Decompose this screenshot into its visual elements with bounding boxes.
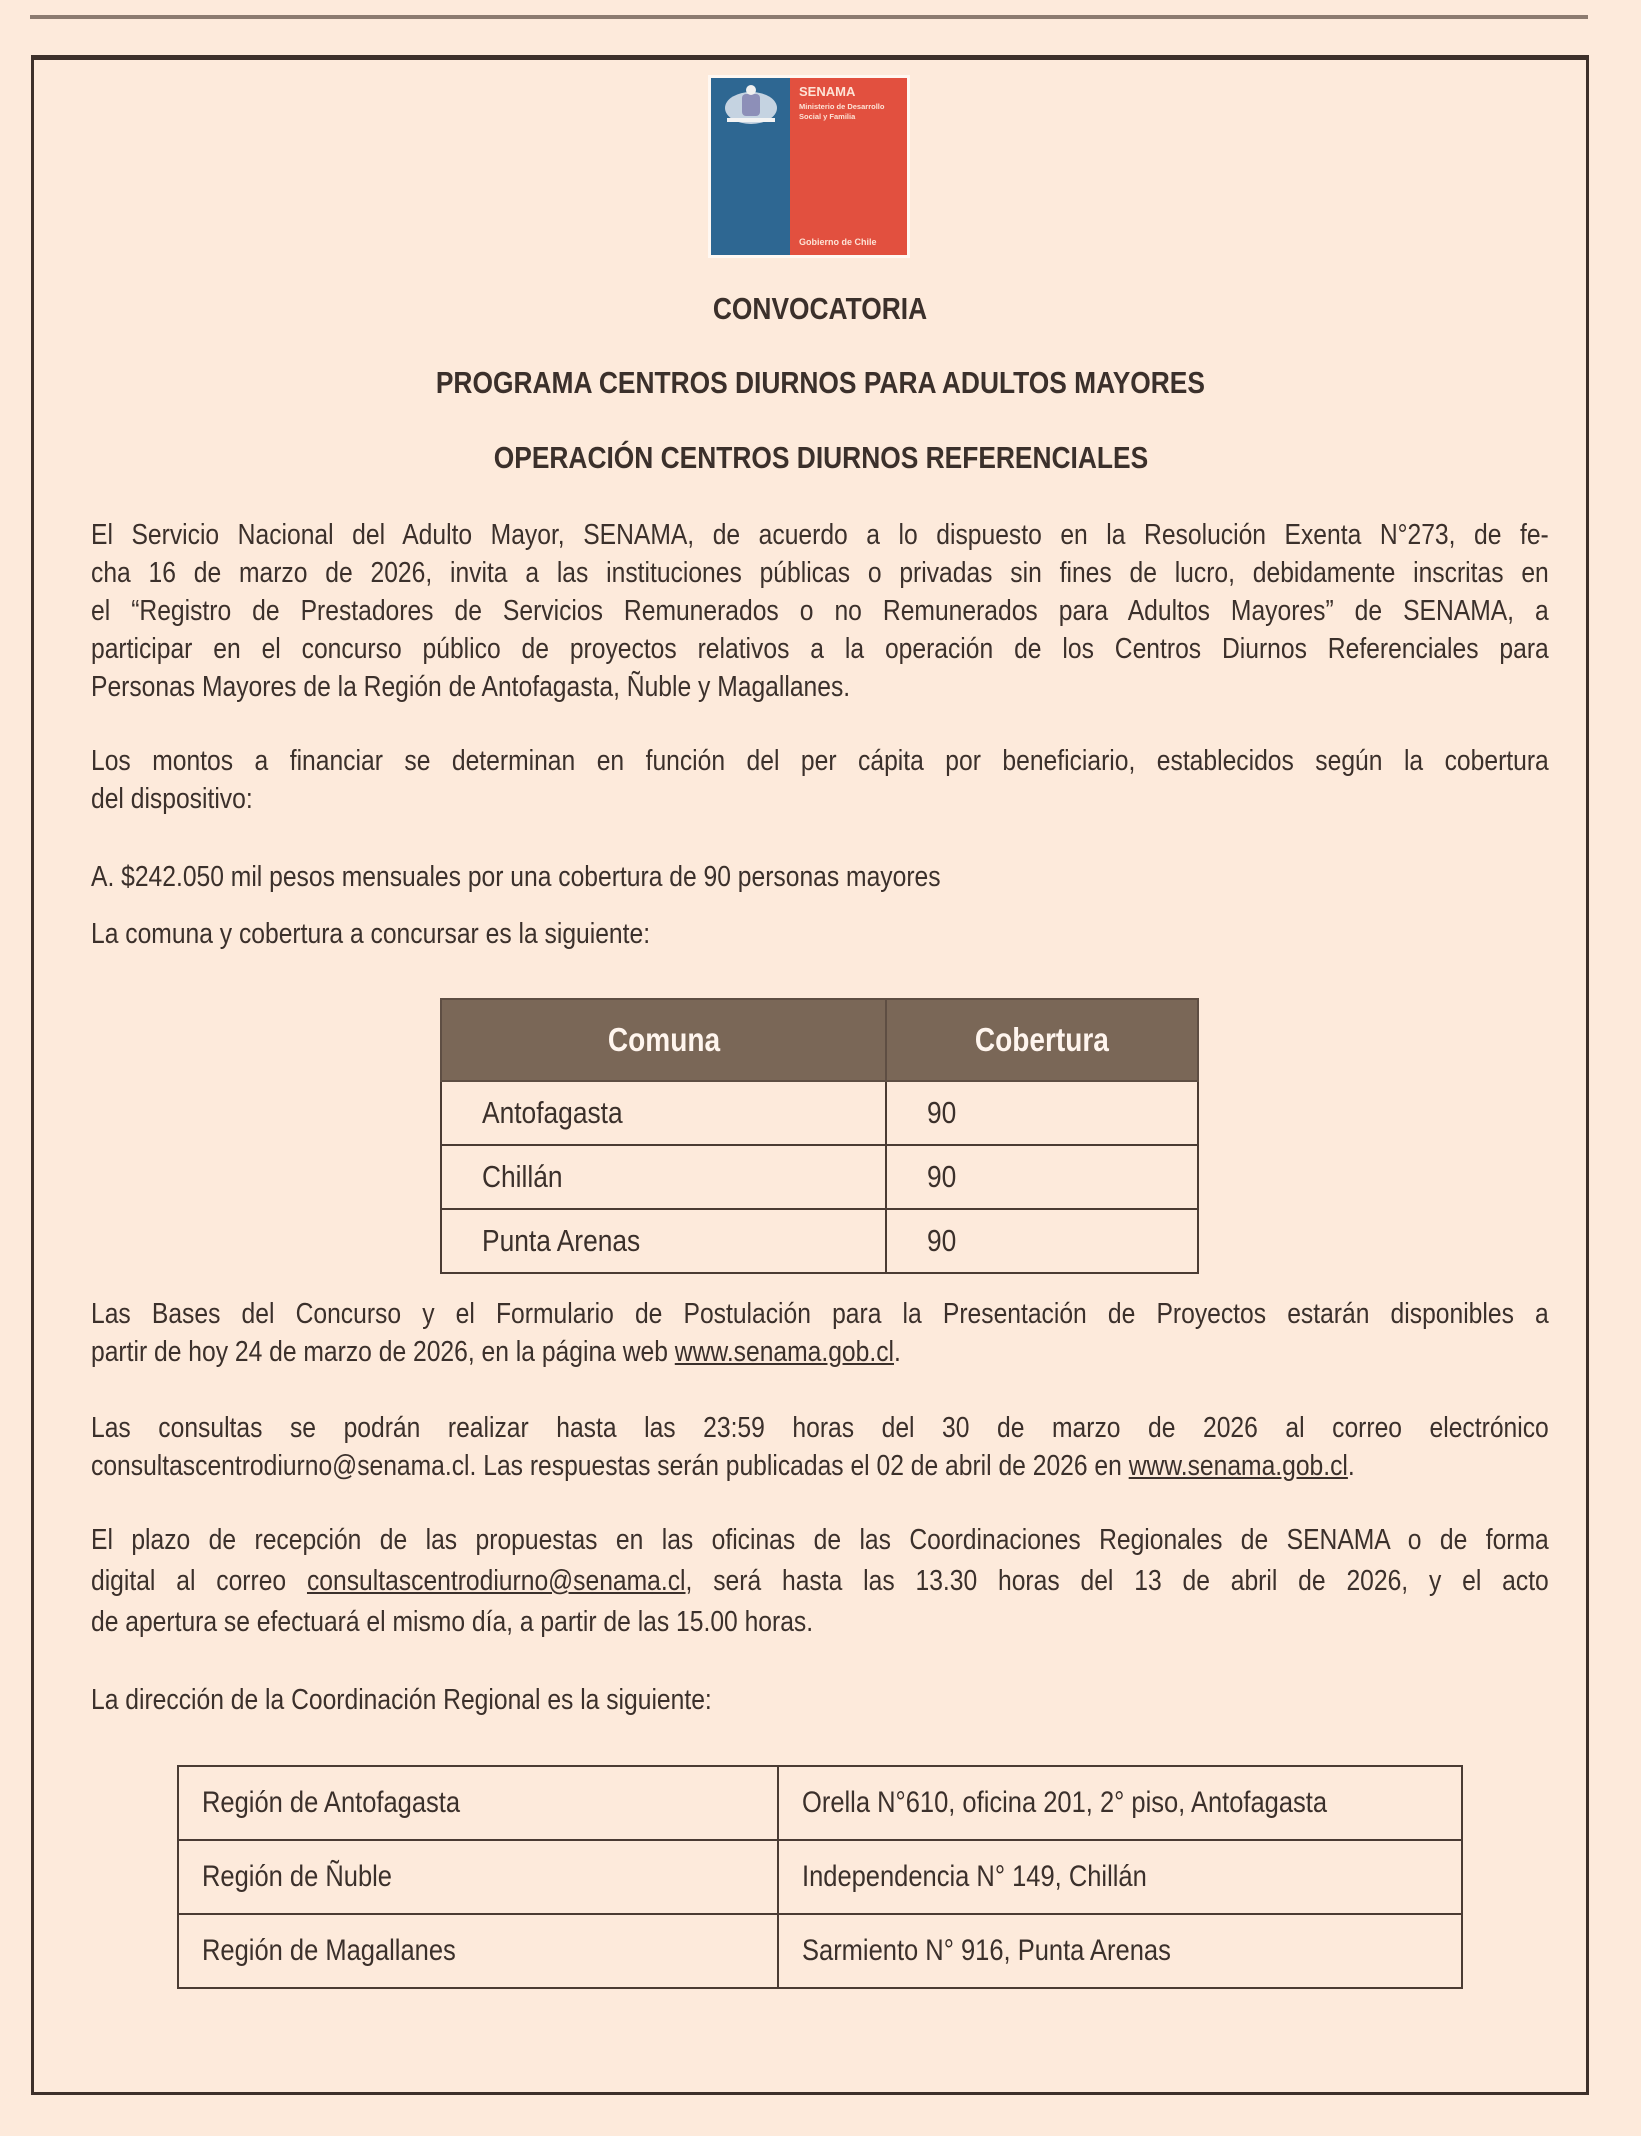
header-comuna: Comuna: [441, 999, 886, 1081]
table-row: [178, 1914, 1462, 1988]
text: Personas Mayores de la Región de Antofagasta, Ñuble y Magallanes.: [91, 671, 851, 703]
address-cell: Orella N°610, oficina 201, 2° piso, Antofagasta: [778, 1766, 1462, 1840]
table-row: [441, 1145, 1198, 1209]
top-divider: [30, 15, 1588, 19]
text-line: [91, 516, 1549, 554]
text: partir de hoy 24 de marzo de 2026, en la página web: [91, 1336, 675, 1368]
text-line: [91, 630, 1549, 668]
text-line: [91, 915, 1549, 953]
table-row: [441, 1081, 1198, 1145]
text: , será hasta las 13.30 horas del 13 de abril de 2026, y el acto: [685, 1565, 1549, 1597]
table-row: [441, 1209, 1198, 1273]
item-a: [91, 858, 1549, 896]
paragraph-plazo: [91, 1520, 1549, 1643]
text: consultascentrodiurno@senama.cl. Las respuestas serán publicadas el 02 de abril de 2026 en: [91, 1450, 1129, 1482]
comuna-cell: Chillán: [441, 1145, 886, 1209]
logo-brand: SENAMA: [799, 84, 856, 99]
header-cobertura: Cobertura: [886, 999, 1198, 1081]
address-cell: Sarmiento N° 916, Punta Arenas: [778, 1914, 1462, 1988]
coat-of-arms-icon: [711, 78, 790, 138]
text: del dispositivo:: [91, 783, 253, 815]
cobertura-cell: 90: [886, 1145, 1198, 1209]
text-line: [91, 1520, 1549, 1561]
link[interactable]: www.senama.gob.cl: [1128, 1450, 1348, 1482]
paragraph-montos: [91, 742, 1549, 818]
table-row: [178, 1840, 1462, 1914]
address-table: [177, 1765, 1463, 1989]
comuna-cell: Antofagasta: [441, 1081, 886, 1145]
heading-programa: PROGRAMA CENTROS DIURNOS PARA ADULTOS MAYORES: [435, 365, 1206, 400]
text: .: [893, 1336, 901, 1368]
logo-blue-panel: [711, 78, 790, 255]
table-header-row: [441, 999, 1198, 1081]
link[interactable]: www.senama.gob.cl: [674, 1336, 894, 1368]
text-line: [91, 1602, 1549, 1643]
paragraph-comuna: [91, 915, 1549, 953]
text-line: [91, 592, 1549, 630]
text-line: [91, 1409, 1549, 1447]
address-cell: Independencia N° 149, Chillán: [778, 1840, 1462, 1914]
text-line: [91, 858, 1549, 896]
text: El plazo de recepción de las propuestas en las oficinas de las Coordinaciones Regionales de SENAMA o de forma: [91, 1524, 1549, 1556]
text-line: [91, 668, 1549, 706]
senama-logo: [711, 78, 907, 255]
region-cell: Región de Ñuble: [178, 1840, 778, 1914]
cobertura-cell: 90: [886, 1209, 1198, 1273]
logo-red-panel: [790, 78, 907, 255]
text-line: [91, 1333, 1549, 1371]
table-row: [178, 1766, 1462, 1840]
text-line: [91, 780, 1549, 818]
heading-convocatoria: CONVOCATORIA: [713, 291, 928, 326]
heading-operacion: OPERACIÓN CENTROS DIURNOS REFERENCIALES: [493, 440, 1148, 475]
text: cha 16 de marzo de 2026, invita a las instituciones públicas o privadas sin fines de lucro, debidamente inscritas en: [91, 557, 1549, 589]
paragraph-bases: [91, 1295, 1549, 1371]
comuna-cell: Punta Arenas: [441, 1209, 886, 1273]
paragraph-intro: [91, 516, 1549, 706]
text: La comuna y cobertura a concursar es la siguiente:: [91, 918, 651, 950]
text-line: [91, 554, 1549, 592]
text: Las consultas se podrán realizar hasta las 23:59 horas del 30 de marzo de 2026 al correo electrónico: [91, 1412, 1549, 1444]
text: participar en el concurso público de proyectos relativos a la operación de los Centros Diurnos Referenciales para: [91, 633, 1549, 665]
text: Las Bases del Concurso y el Formulario de Postulación para la Presentación de Proyectos estarán disponibles a: [91, 1298, 1549, 1330]
text: Los montos a financiar se determinan en función del per cápita por beneficiario, establecidos según la cobertura: [91, 745, 1549, 777]
text: de apertura se efectuará el mismo día, a partir de las 15.00 horas.: [91, 1606, 814, 1638]
text-line: [91, 742, 1549, 780]
text: La dirección de la Coordinación Regional es la siguiente:: [91, 1684, 712, 1716]
region-cell: Región de Antofagasta: [178, 1766, 778, 1840]
text: el “Registro de Prestadores de Servicios Remunerados o no Remunerados para Adultos Mayores” de SENAMA, a: [91, 595, 1549, 627]
text: digital al correo: [91, 1565, 307, 1597]
region-cell: Región de Magallanes: [178, 1914, 778, 1988]
coverage-table: [440, 998, 1199, 1274]
text: A. $242.050 mil pesos mensuales por una cobertura de 90 personas mayores: [91, 861, 941, 893]
link[interactable]: consultascentrodiurno@senama.cl: [306, 1565, 686, 1597]
text-line: [91, 1447, 1549, 1485]
cobertura-cell: 90: [886, 1081, 1198, 1145]
paragraph-consultas: [91, 1409, 1549, 1485]
logo-government: Gobierno de Chile: [799, 237, 877, 247]
logo-ministry: Ministerio de Desarrollo Social y Familia: [799, 102, 885, 121]
text: .: [1347, 1450, 1355, 1482]
paragraph-direccion: [91, 1681, 1549, 1719]
text-line: [91, 1681, 1549, 1719]
text: El Servicio Nacional del Adulto Mayor, SENAMA, de acuerdo a lo dispuesto en la Resolución Exenta N°273, de fe-: [91, 519, 1549, 551]
text-line: [91, 1561, 1549, 1602]
text-line: [91, 1295, 1549, 1333]
